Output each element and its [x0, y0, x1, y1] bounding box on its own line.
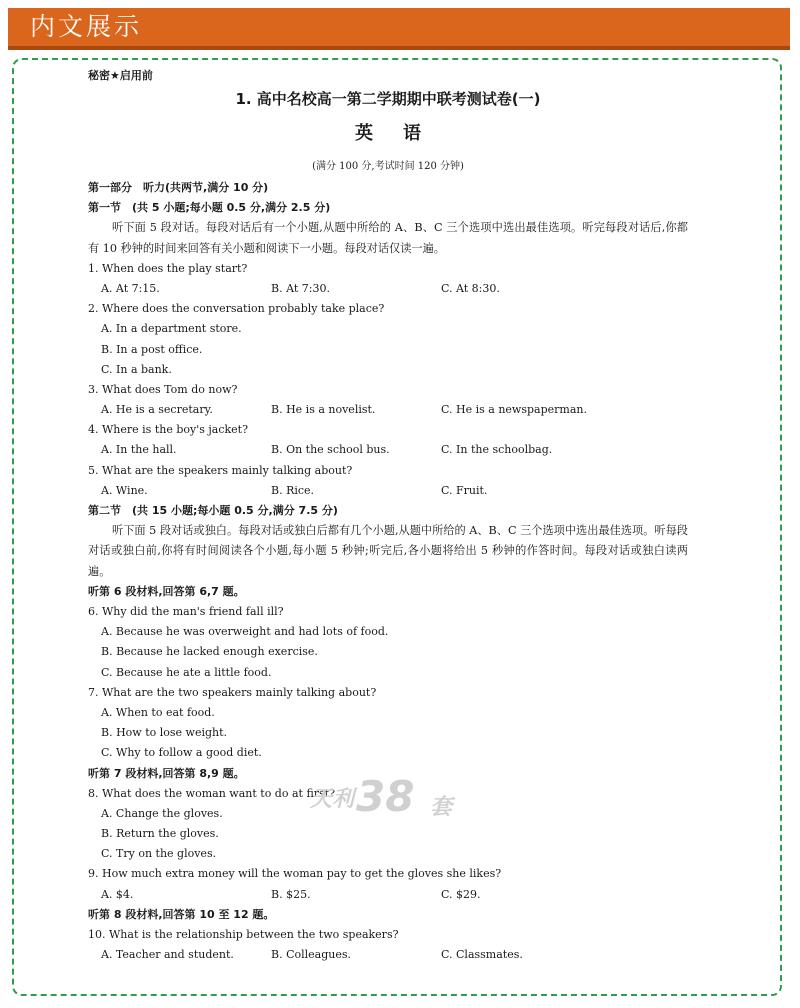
- option-a: A. Change the gloves.: [101, 806, 223, 820]
- section2-intro: 听下面 5 段对话或独白。每段对话或独白后都有几个小题,从题中所给的 A、B、C 三个选项中选出最佳选项。听每段对话或独白前,你将有时间阅读各个小题,每小题 5 秒钟;听完后,各小题将给出 5 秒钟的作答时间。每段对话或独白读两遍。: [88, 524, 688, 578]
- question-5: 5. What are the speakers mainly talking about?: [88, 463, 353, 477]
- question-4: 4. Where is the boy's jacket?: [88, 423, 248, 437]
- material-7-heading: 听第 7 段材料,回答第 8,9 题。: [88, 766, 245, 780]
- option-a: A. In a department store.: [101, 322, 242, 336]
- option-b: B. How to lose weight.: [101, 726, 228, 740]
- option-b: B. Rice.: [271, 483, 315, 497]
- question-3-options: [88, 400, 688, 420]
- section1-heading: 第一节 (共 5 小题;每小题 0.5 分,满分 2.5 分): [88, 201, 331, 215]
- option-b: B. Return the gloves.: [101, 827, 219, 841]
- watermark-number: 38: [356, 772, 415, 821]
- question-10: 10. What is the relationship between the two speakers?: [88, 928, 399, 942]
- question-10-options: [88, 945, 688, 965]
- option-a: A. He is a secretary.: [101, 403, 213, 417]
- question-9: 9. How much extra money will the woman pay to get the gloves she likes?: [88, 867, 502, 881]
- question-6: 6. Why did the man's friend fall ill?: [88, 605, 284, 619]
- question-1-options: [88, 279, 688, 299]
- watermark-suffix: 套: [430, 795, 453, 820]
- option-c: C. At 8:30.: [441, 281, 500, 295]
- option-b: B. Colleagues.: [271, 948, 351, 962]
- option-a: A. Because he was overweight and had lots of food.: [101, 625, 389, 639]
- question-2: 2. Where does the conversation probably take place?: [88, 302, 385, 316]
- option-c: C. Classmates.: [441, 948, 523, 962]
- question-1: 1. When does the play start?: [88, 261, 248, 275]
- part1-heading: 第一部分 听力(共两节,满分 10 分): [88, 181, 269, 194]
- question-3: 3. What does Tom do now?: [88, 382, 238, 396]
- option-a: A. Teacher and student.: [101, 948, 234, 962]
- option-c: C. In the schoolbag.: [441, 443, 553, 457]
- option-b: B. He is a novelist.: [271, 403, 376, 417]
- option-c: C. $29.: [441, 887, 481, 901]
- option-b: B. Because he lacked enough exercise.: [101, 645, 318, 659]
- option-a: A. At 7:15.: [101, 281, 160, 295]
- option-a: A. In the hall.: [101, 443, 177, 457]
- option-c: C. In a bank.: [101, 362, 172, 376]
- exam-note: (满分 100 分,考试时间 120 分钟): [312, 161, 464, 172]
- option-c: C. Try on the gloves.: [101, 847, 217, 861]
- section1-intro: 听下面 5 段对话。每段对话后有一个小题,从题中所给的 A、B、C 三个选项中选出最佳选项。听完每段对话后,你都有 10 秒钟的时间来回答有关小题和阅读下一小题。每段对话仅读一遍。: [88, 221, 688, 255]
- option-c: C. Why to follow a good diet.: [101, 746, 262, 760]
- secret-label: 秘密★启用前: [88, 69, 153, 82]
- banner-title: 内文展示: [30, 12, 143, 41]
- option-b: B. At 7:30.: [271, 281, 330, 295]
- material-6-heading: 听第 6 段材料,回答第 6,7 题。: [88, 584, 245, 598]
- subject-title: 英语: [355, 123, 451, 144]
- watermark-text: 天利: [310, 787, 355, 812]
- question-9-options: [88, 885, 688, 905]
- option-c: C. Fruit.: [441, 483, 488, 497]
- option-b: B. On the school bus.: [271, 443, 390, 457]
- option-b: B. In a post office.: [101, 342, 203, 356]
- option-c: C. Because he ate a little food.: [101, 665, 272, 679]
- exam-title: 1. 高中名校高一第二学期期中联考测试卷(一): [235, 90, 541, 108]
- question-8: 8. What does the woman want to do at first?: [88, 786, 336, 800]
- option-b: B. $25.: [271, 887, 311, 901]
- question-5-options: [88, 481, 688, 501]
- material-8-heading: 听第 8 段材料,回答第 10 至 12 题。: [88, 907, 275, 921]
- section2-heading: 第二节 (共 15 小题;每小题 0.5 分,满分 7.5 分): [88, 504, 338, 518]
- exam-content: [88, 66, 688, 965]
- option-a: A. When to eat food.: [101, 705, 215, 719]
- question-4-options: [88, 440, 688, 460]
- option-c: C. He is a newspaperman.: [441, 403, 587, 417]
- option-a: A. $4.: [101, 887, 134, 901]
- option-a: A. Wine.: [101, 483, 148, 497]
- question-7: 7. What are the two speakers mainly talking about?: [88, 685, 377, 699]
- banner: [8, 8, 790, 50]
